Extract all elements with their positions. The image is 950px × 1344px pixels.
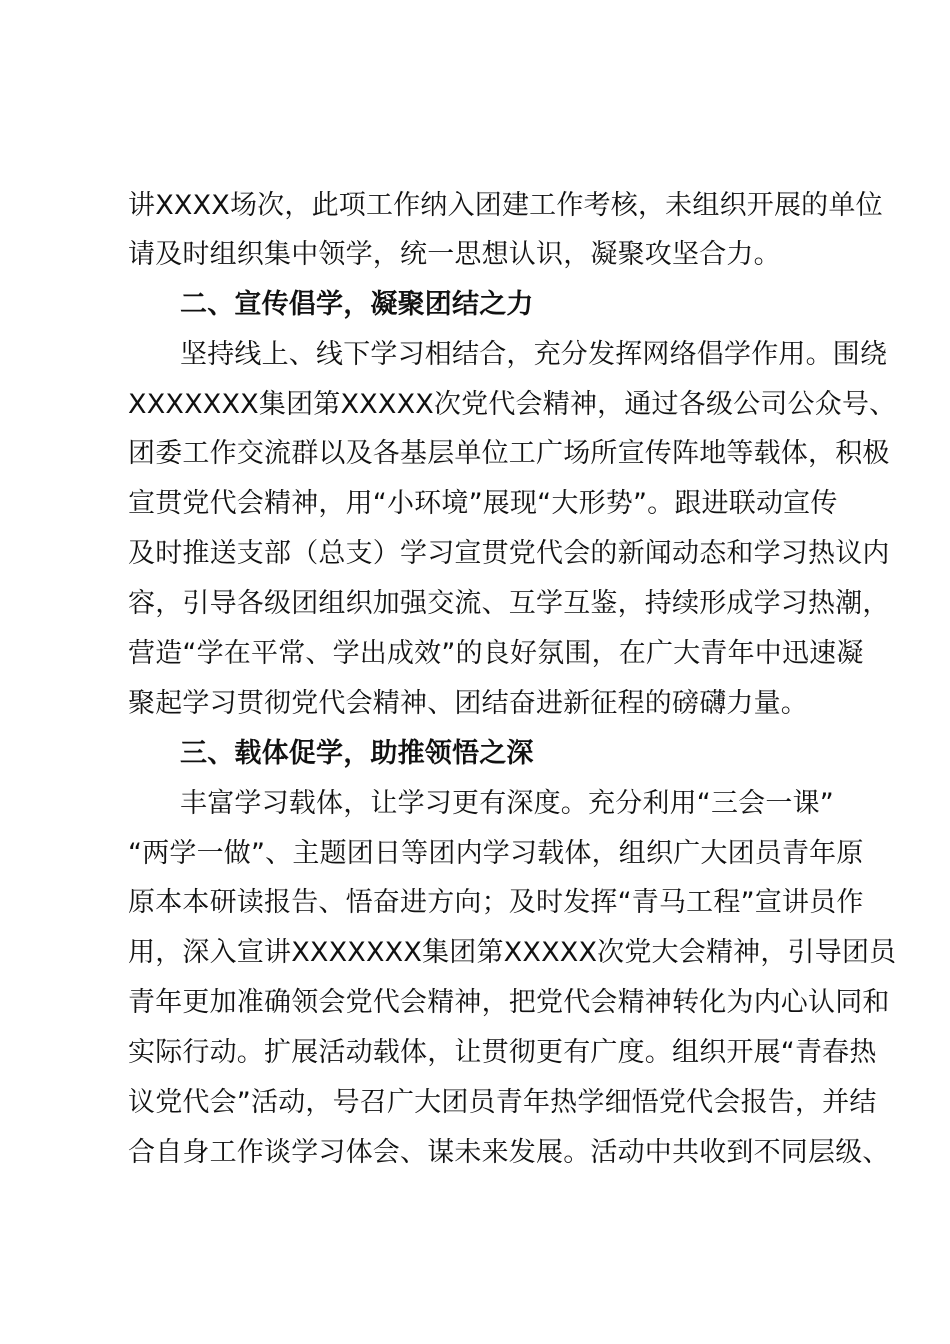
paragraph-line: 及时推送支部（总支）学习宣贯党代会的新闻动态和学习热议内 [128, 538, 890, 569]
paragraph-line: 营造“学在平常、学出成效”的良好氛围，在广大青年中迅速凝 [128, 638, 864, 669]
paragraph-line: XXXXXXX集团第XXXXX次党代会精神，通过各级公司公众号、 [128, 389, 897, 420]
paragraph-line: 议党代会”活动，号召广大团员青年热学细悟党代会报告，并结 [128, 1087, 877, 1118]
paragraph-line: 实际行动。扩展活动载体，让贯彻更有广度。组织开展“青春热 [128, 1037, 877, 1068]
paragraph-line: 青年更加准确领会党代会精神，把党代会精神转化为内心认同和 [128, 987, 890, 1018]
paragraph-line: “两学一做”、主题团日等团内学习载体，组织广大团员青年原 [128, 838, 864, 869]
paragraph-line: 丰富学习载体，让学习更有深度。充分利用“三会一课” [180, 788, 834, 819]
paragraph-line: 宣贯党代会精神，用“小环境”展现“大形势”。跟进联动宣传 [128, 488, 838, 519]
paragraph-line: 坚持线上、线下学习相结合，充分发挥网络倡学作用。围绕 [180, 339, 888, 370]
paragraph-line: 原本本研读报告、悟奋进方向；及时发挥“青马工程”宣讲员作 [128, 887, 864, 918]
paragraph-line: 讲XXXX场次，此项工作纳入团建工作考核，未组织开展的单位 [128, 190, 883, 221]
paragraph-line: 请及时组织集中领学，统一思想认识，凝聚攻坚合力。 [128, 239, 781, 270]
section-heading-3: 三、载体促学，助推领悟之深 [180, 738, 534, 769]
paragraph-line: 容，引导各级团组织加强交流、互学互鉴，持续形成学习热潮， [128, 588, 890, 619]
paragraph-line: 合自身工作谈学习体会、谋未来发展。活动中共收到不同层级、 [128, 1137, 890, 1168]
section-heading-2: 二、宣传倡学，凝聚团结之力 [180, 289, 534, 320]
paragraph-line: 团委工作交流群以及各基层单位工广场所宣传阵地等载体，积极 [128, 438, 890, 469]
paragraph-line: 用，深入宣讲XXXXXXX集团第XXXXX次党大会精神，引导团员 [128, 937, 897, 968]
paragraph-line: 聚起学习贯彻党代会精神、团结奋进新征程的磅礴力量。 [128, 688, 808, 719]
